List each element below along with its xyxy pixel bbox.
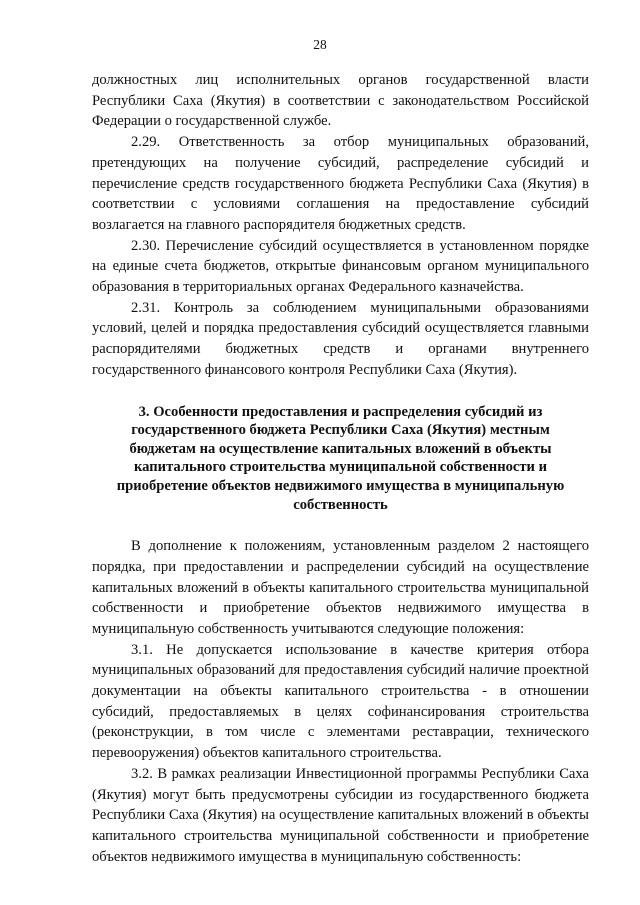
page-number: 28 <box>313 37 327 52</box>
paragraph-3-2: 3.2. В рамках реализации Инвестиционной программы Республики Саха (Якутия) могут быть предусмотрены субсидии из государственного бюджета Республики Саха (Якутия) на осуществление капитальных вложений в объекты капитального строительства муниципальной собственности и приобретение объектов недвижимого имущества в муниципальную собственность: <box>92 765 589 865</box>
paragraph-2-31: 2.31. Контроль за соблюдением муниципальными образованиями условий, целей и порядка предоставления субсидий осуществляется главными распорядителями бюджетных средств и органами внутреннего государственного финансового контроля Республики Саха (Якутия). <box>92 299 589 378</box>
document-body <box>92 70 589 867</box>
paragraph-2-30: 2.30. Перечисление субсидий осуществляется в установленном порядке на единые счета бюджетов, открытые финансовым органом муниципального образования в территориальных органах Федерального казначейства. <box>92 237 589 296</box>
paragraph-continuation: должностных лиц исполнительных органов государственной власти Республики Саха (Якутия) в соответствии с законодательством Российской Федерации о государственной службе. <box>92 72 589 130</box>
paragraph-2-29: 2.29. Ответственность за отбор муниципальных образований, претендующих на получение субсидий, распределение субсидий и перечисление средств государственного бюджета Республики Саха (Якутия) в соответствии с условиями соглашения на предоставление субсидий возлагается на главного распорядителя бюджетных средств. <box>92 134 589 233</box>
paragraph-3-1: 3.1. Не допускается использование в качестве критерия отбора муниципальных образований для предоставления субсидий наличие проектной документации на объекты капитального строительства - в отношении субсидий, предоставляемых в целях софинансирования строительства (реконструкции, в том числе с элементами реставрации, технического перевооружения) объектов капитального строительства. <box>92 641 589 762</box>
paragraph-section-3-intro: В дополнение к положениям, установленным разделом 2 настоящего порядка, при предоставлении и распределении субсидий на осуществление капитальных вложений в объекты капитального строительства муниципальной собственности и приобретение объектов недвижимого имущества в муниципальную собственность учитываются следующие положения: <box>92 538 589 637</box>
section-3-heading: 3. Особенности предоставления и распределения субсидий из государственного бюджета Республики Саха (Якутия) местным бюджетам на осуществление капитальных вложений в объекты капитального строительства муниципальной собственности и приобретение объектов недвижимого имущества в муниципальную собственность <box>116 403 565 513</box>
